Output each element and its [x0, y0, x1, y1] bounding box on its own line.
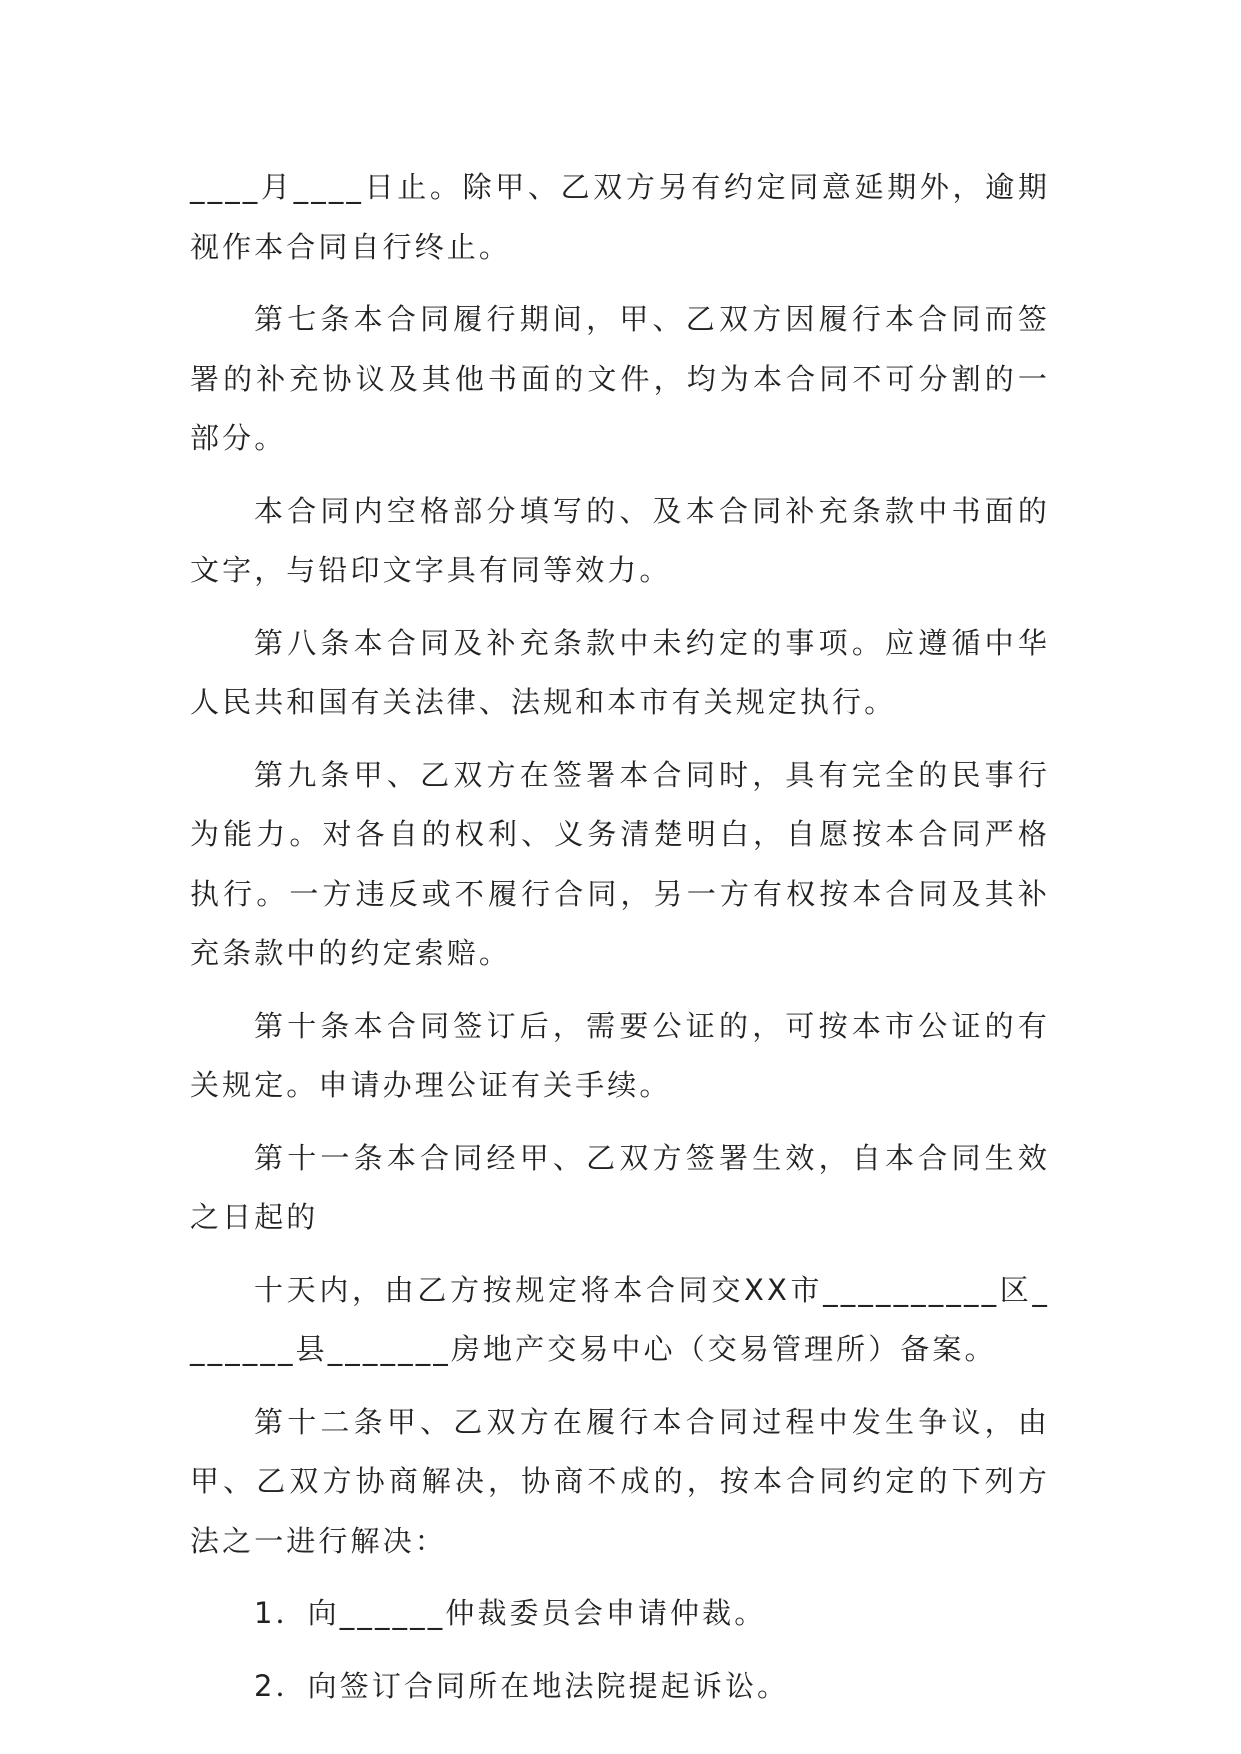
list-item-1: 1．向______仲裁委员会申请仲裁。 — [254, 1596, 767, 1630]
paragraph-6: 第十条本合同签订后，需要公证的，可按本市公证的有关规定。申请办理公证有关手续。 — [190, 1008, 1050, 1102]
list-item-2: 2．向签订合同所在地法院提起诉讼。 — [254, 1668, 790, 1703]
paragraph-2: 第七条本合同履行期间，甲、乙双方因履行本合同而签署的补充协议及其他书面的文件，均为本合同不可分割的一部分。 — [190, 302, 1050, 455]
document-page — [190, 158, 1050, 1729]
paragraph-4: 第八条本合同及补充条款中未约定的事项。应遵循中华人民共和国有关法律、法规和本市有关规定执行。 — [190, 625, 1050, 719]
paragraph-3: 本合同内空格部分填写的、及本合同补充条款中书面的文字，与铅印文字具有同等效力。 — [190, 493, 1050, 587]
paragraph-1: ____月____日止。除甲、乙双方另有约定同意延期外，逾期视作本合同自行终止。 — [190, 170, 1050, 264]
paragraph-9: 第十二条甲、乙双方在履行本合同过程中发生争议，由甲、乙双方协商解决，协商不成的，按本合同约定的下列方法之一进行解决： — [190, 1404, 1050, 1558]
paragraph-8: 十天内，由乙方按规定将本合同交XX市__________区_______县_______房地产交易中心（交易管理所）备案。 — [190, 1272, 1050, 1366]
paragraph-5: 第九条甲、乙双方在签署本合同时，具有完全的民事行为能力。对各自的权利、义务清楚明白，自愿按本合同严格执行。一方违反或不履行合同，另一方有权按本合同及其补充条款中的约定索赔。 — [190, 757, 1050, 970]
paragraph-7: 第十一条本合同经甲、乙双方签署生效，自本合同生效之日起的 — [190, 1140, 1050, 1234]
